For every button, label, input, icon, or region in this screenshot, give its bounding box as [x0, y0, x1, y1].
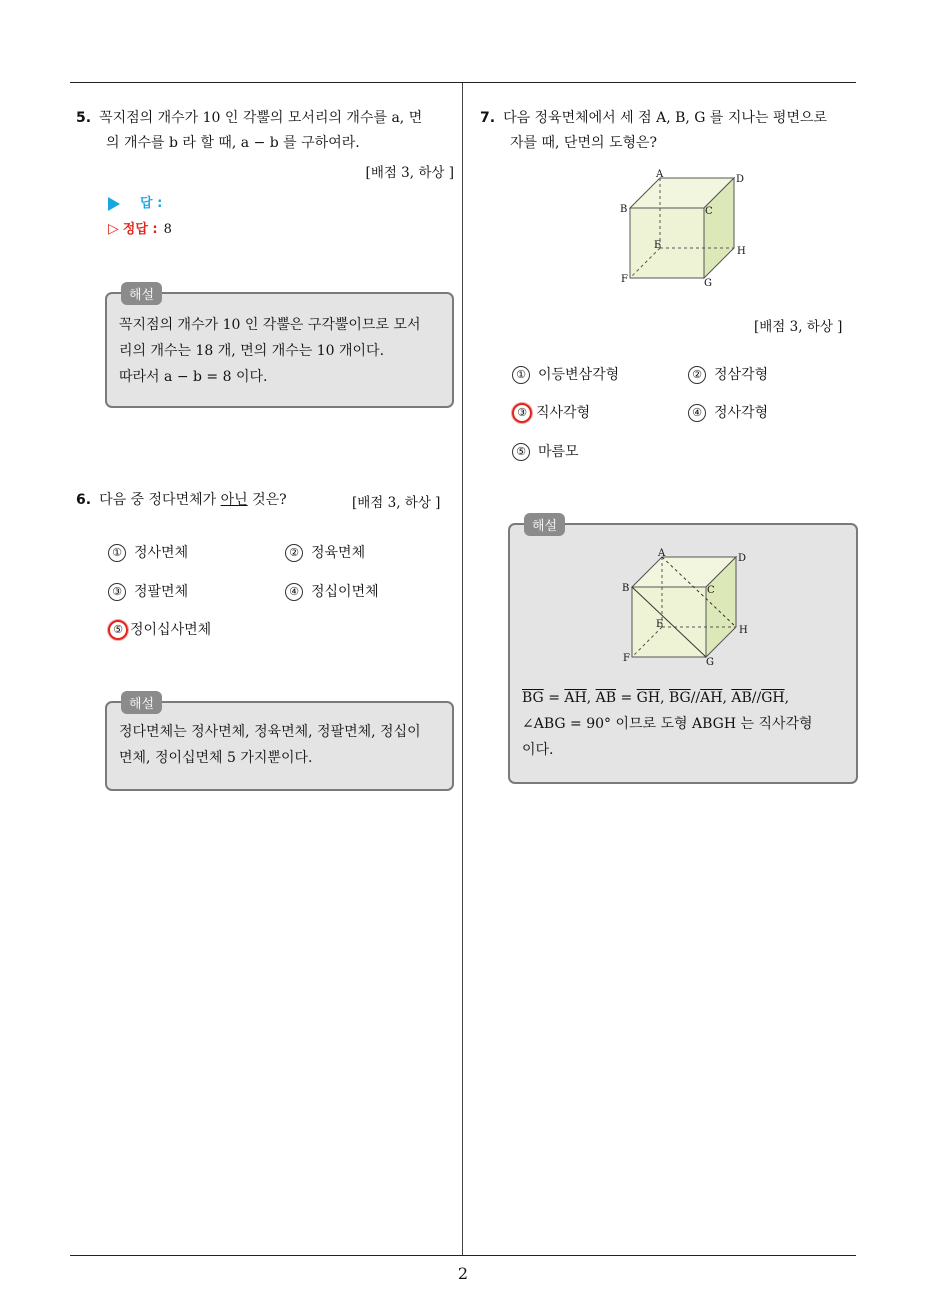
solution-text: 정다면체는 정사면체, 정육면체, 정팔면체, 정십이 면체, 정이십면체 5 가지뿐이다.: [119, 724, 421, 766]
question-number: 7.: [480, 110, 496, 126]
solution-text: $\overline{BG} = \overline{AH}$, $\overline{AB} = \overline{GH}$, $\overline{BG}//\overline{AH}$, $\overline{AB}//\overline{GH}$, ∠ABG = 90° 이므로 도형 ABGH 는 직사각형 이다.: [522, 690, 813, 758]
points-label: [배점 3, 하상 ]: [365, 165, 454, 181]
correct-value: 8: [163, 222, 172, 237]
solution-box: [105, 697, 454, 791]
option-4[interactable]: ④ 정십이면체: [285, 581, 379, 601]
option-3[interactable]: ③ 정팔면체: [108, 581, 188, 601]
option-2[interactable]: ② 정육면체: [285, 542, 365, 562]
solution-tag: 해설: [524, 513, 565, 536]
page-number: 2: [457, 1264, 469, 1283]
option-5[interactable]: ⑤ 마름모: [512, 441, 579, 461]
solution-tag: 해설: [121, 691, 162, 714]
question-6: [76, 488, 356, 513]
question-text: 자를 때, 단면의 도형은?: [510, 135, 658, 151]
vertex-label-b: B: [620, 204, 628, 215]
outline-play-icon: ▷: [108, 221, 119, 237]
points-label: [배점 3, 하상 ]: [352, 495, 441, 511]
solution-box: [105, 288, 454, 408]
option-2[interactable]: ② 정삼각형: [688, 364, 768, 384]
svg-text:D: D: [738, 553, 747, 564]
question-text: 꼭지점의 개수가 10 인 각뿔의 모서리의 개수를 a, 면: [99, 110, 423, 126]
vertex-label-c: C: [705, 206, 713, 217]
question-7: [480, 106, 860, 156]
vertex-label-f: F: [621, 274, 628, 285]
question-text-post: 것은?: [247, 492, 287, 508]
cube-section-diagram: [614, 547, 754, 665]
vertex-label-g: G: [704, 278, 712, 289]
column-divider: [462, 83, 463, 1255]
vertex-label-e: E: [654, 240, 662, 251]
svg-text:H: H: [739, 625, 748, 636]
svg-text:G: G: [706, 657, 714, 665]
solution-text: 꼭지점의 개수가 10 인 각뿔은 구각뿔이므로 모서 리의 개수는 18 개, 면의 개수는 10 개이다. 따라서 a − b = 8 이다.: [119, 317, 421, 385]
correct-answer-row: [108, 218, 172, 237]
svg-text:F: F: [623, 653, 630, 664]
answer-row: [108, 192, 162, 211]
svg-text:E: E: [656, 619, 664, 630]
bottom-rule: [70, 1255, 856, 1256]
solution-tag: 해설: [121, 282, 162, 305]
play-icon: [108, 197, 120, 211]
vertex-label-a: A: [656, 169, 664, 180]
question-number: 5.: [76, 110, 92, 126]
question-text: 다음 정육면체에서 세 점 A, B, G 를 지나는 평면으로: [503, 110, 828, 126]
svg-text:A: A: [658, 548, 666, 559]
question-number: 6.: [76, 492, 92, 508]
option-4[interactable]: ④ 정사각형: [688, 402, 768, 422]
option-3-selected[interactable]: ③ 직사각형: [512, 402, 590, 423]
option-1[interactable]: ① 정사면체: [108, 542, 188, 562]
option-5-selected[interactable]: ⑤ 정이십사면체: [108, 619, 211, 640]
top-rule: [70, 82, 856, 83]
vertex-label-h: H: [737, 246, 746, 257]
question-text-pre: 다음 중 정다면체가: [99, 492, 221, 508]
cube-diagram: [612, 168, 752, 290]
points-label: [배점 3, 하상 ]: [754, 319, 843, 335]
answer-label: 답 :: [140, 196, 163, 211]
correct-label: 정답 :: [122, 222, 158, 237]
svg-text:B: B: [622, 583, 630, 594]
question-text-underlined: 아닌: [220, 492, 248, 508]
question-5: [76, 106, 458, 156]
option-1[interactable]: ① 이등변삼각형: [512, 364, 619, 384]
vertex-label-d: D: [736, 174, 745, 185]
svg-text:C: C: [707, 585, 715, 596]
question-text: 의 개수를 b 라 할 때, a − b 를 구하여라.: [106, 135, 360, 151]
solution-box: [508, 519, 858, 784]
